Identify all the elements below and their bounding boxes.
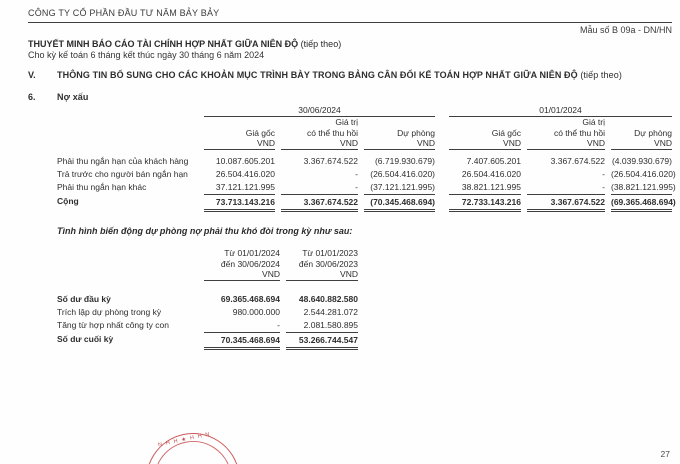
page-number: 27 xyxy=(660,449,670,459)
subsection-number: 6. xyxy=(28,91,36,102)
amount-cell: 3.367.674.522 xyxy=(303,156,358,166)
total-amount-cell: 73.713.143.216 xyxy=(204,194,275,212)
col-header-line1 xyxy=(611,117,672,128)
amount-cell: 7.407.605.201 xyxy=(466,156,521,166)
group-header-prior: 01/01/2024 xyxy=(449,105,672,118)
column-header xyxy=(286,248,358,281)
table-row xyxy=(28,155,672,168)
column-header xyxy=(364,117,435,150)
col-header-unit: VND xyxy=(654,138,672,148)
total-amount-cell: 3.367.674.522 xyxy=(527,194,605,212)
col-header-line2: Giá gốc xyxy=(491,127,521,138)
company-name: CÔNG TY CỔ PHẦN ĐẦU TƯ NĂM BẢY BẢY xyxy=(28,8,220,18)
col-header-line1 xyxy=(449,117,521,128)
col-header-unit: VND xyxy=(417,138,435,148)
amount-cell: 2.081.580.895 xyxy=(303,320,358,330)
spacer xyxy=(28,248,198,281)
total-amount-cell: 70.345.468.694 xyxy=(204,332,280,350)
section-heading xyxy=(57,70,622,80)
row-label: Trả trước cho người bán ngắn hạn xyxy=(57,169,188,179)
column-header xyxy=(611,117,672,150)
table-row xyxy=(28,319,672,332)
table-row xyxy=(28,306,672,319)
group-header-row xyxy=(28,105,672,118)
col-header-line2: đến 30/06/2023 xyxy=(298,258,358,269)
col-header-unit: VND xyxy=(503,138,521,148)
col-header-line2: có thể thu hồi xyxy=(306,127,358,138)
col-header-line2: Giá gốc xyxy=(245,127,275,138)
amount-cell: 10.087.605.201 xyxy=(215,156,275,166)
row-label: Phải thu ngắn hạn khác xyxy=(57,182,147,192)
report-title-text: THUYẾT MINH BÁO CÁO TÀI CHÍNH HỢP NHẤT GIỮA NIÊN ĐỘ xyxy=(28,39,299,49)
amount-cell: (37.121.121.995) xyxy=(370,182,435,192)
section-v xyxy=(28,70,672,80)
total-row xyxy=(28,194,676,212)
section-heading-text: THÔNG TIN BỔ SUNG CHO CÁC KHOẢN MỤC TRÌNH BÀY TRONG BẢNG CÂN ĐỐI KẾ TOÁN HỢP NHẤT GIỮA NIÊN ĐỘ xyxy=(57,69,578,80)
bad-debts-table xyxy=(28,104,676,213)
col-header-line1: Từ 01/01/2024 xyxy=(224,248,280,258)
column-header xyxy=(281,117,358,150)
section-number: V. xyxy=(28,69,36,80)
subsection-6 xyxy=(28,92,672,102)
section-heading-suffix: (tiếp theo) xyxy=(580,69,622,80)
col-header-line2: đến 30/06/2024 xyxy=(220,258,280,269)
column-header xyxy=(204,117,275,150)
seal-arc-text: N H H ★ H H N xyxy=(157,431,212,449)
report-period: Cho kỳ kế toán 6 tháng kết thúc ngày 30 tháng 6 năm 2024 xyxy=(28,49,265,60)
form-number: Mẫu số B 09a - DN/HN xyxy=(579,25,672,35)
report-title xyxy=(28,39,672,50)
company-seal-stamp xyxy=(137,424,248,464)
column-header xyxy=(449,117,521,150)
row-label: Tăng từ hợp nhất công ty con xyxy=(57,320,169,330)
col-header-line1: Giá trị xyxy=(335,117,358,127)
amount-cell: - xyxy=(277,320,280,330)
subsection-title: Nợ xấu xyxy=(57,91,89,102)
spacer xyxy=(28,117,198,150)
col-header-line2: Dự phòng xyxy=(397,127,435,138)
amount-cell: - xyxy=(602,182,605,192)
total-row xyxy=(28,332,672,350)
column-header xyxy=(204,248,280,281)
col-header-unit: VND xyxy=(340,138,358,148)
amount-cell: (38.821.121.995) xyxy=(611,182,676,192)
amount-cell: (4.039.930.679) xyxy=(611,156,672,166)
col-header-line1: Giá trị xyxy=(582,117,605,127)
col-header-line1: Từ 01/01/2023 xyxy=(302,248,358,258)
amount-cell: 26.504.416.020 xyxy=(461,169,521,179)
amount-cell: (6.719.930.679) xyxy=(374,156,435,166)
amount-cell: 2.544.281.072 xyxy=(303,307,358,317)
provision-movement-table xyxy=(28,248,672,350)
col-header-line2: có thể thu hồi xyxy=(553,127,605,138)
amount-cell: (26.504.416.020) xyxy=(611,169,676,179)
total-amount-cell: (69.365.468.694) xyxy=(611,194,672,212)
table-row xyxy=(28,181,676,194)
group-header-current: 30/06/2024 xyxy=(204,105,435,118)
row-label: Số dư đầu kỳ xyxy=(57,294,111,304)
table-row xyxy=(28,168,676,181)
column-header xyxy=(527,117,605,150)
col-header-line1 xyxy=(204,117,275,128)
total-amount-cell: 53.266.744.547 xyxy=(286,332,358,350)
spacer xyxy=(28,105,198,118)
column-header-row xyxy=(28,117,672,150)
amount-cell: 980.000.000 xyxy=(232,307,280,317)
report-title-suffix: (tiếp theo) xyxy=(300,39,342,49)
amount-cell: 69.365.468.694 xyxy=(220,294,280,304)
total-amount-cell: 3.367.674.522 xyxy=(281,194,358,212)
col-header-unit: VND xyxy=(587,138,605,148)
total-label: Số dư cuối kỳ xyxy=(57,334,114,344)
row-label: Phải thu ngắn hạn của khách hàng xyxy=(57,156,189,166)
amount-cell: 38.821.121.995 xyxy=(461,182,521,192)
amount-cell: 37.121.121.995 xyxy=(215,182,275,192)
table-row xyxy=(28,293,672,306)
row-label: Trích lập dự phòng trong kỳ xyxy=(57,307,162,317)
amount-cell: - xyxy=(355,182,358,192)
provision-movement-note: Tình hình biến động dự phòng nợ phải thu khó đòi trong kỳ như sau: xyxy=(57,226,353,236)
col-header-line1 xyxy=(364,117,435,128)
total-amount-cell: 72.733.143.216 xyxy=(449,194,521,212)
header-divider xyxy=(28,22,672,23)
amount-cell: 26.504.416.020 xyxy=(215,169,275,179)
amount-cell: 48.640.882.580 xyxy=(298,294,358,304)
col-header-unit: VND xyxy=(340,269,358,279)
amount-cell: (26.504.416.020) xyxy=(370,169,435,179)
table-body xyxy=(28,155,676,212)
col-header-line2: Dự phòng xyxy=(634,127,672,138)
column-header-row xyxy=(28,248,672,281)
amount-cell: 3.367.674.522 xyxy=(550,156,605,166)
col-header-unit: VND xyxy=(262,269,280,279)
amount-cell: - xyxy=(602,169,605,179)
table-body xyxy=(28,293,672,350)
total-amount-cell: (70.345.468.694) xyxy=(364,194,435,212)
col-header-unit: VND xyxy=(257,138,275,148)
amount-cell: - xyxy=(355,169,358,179)
total-label: Cộng xyxy=(57,196,79,206)
